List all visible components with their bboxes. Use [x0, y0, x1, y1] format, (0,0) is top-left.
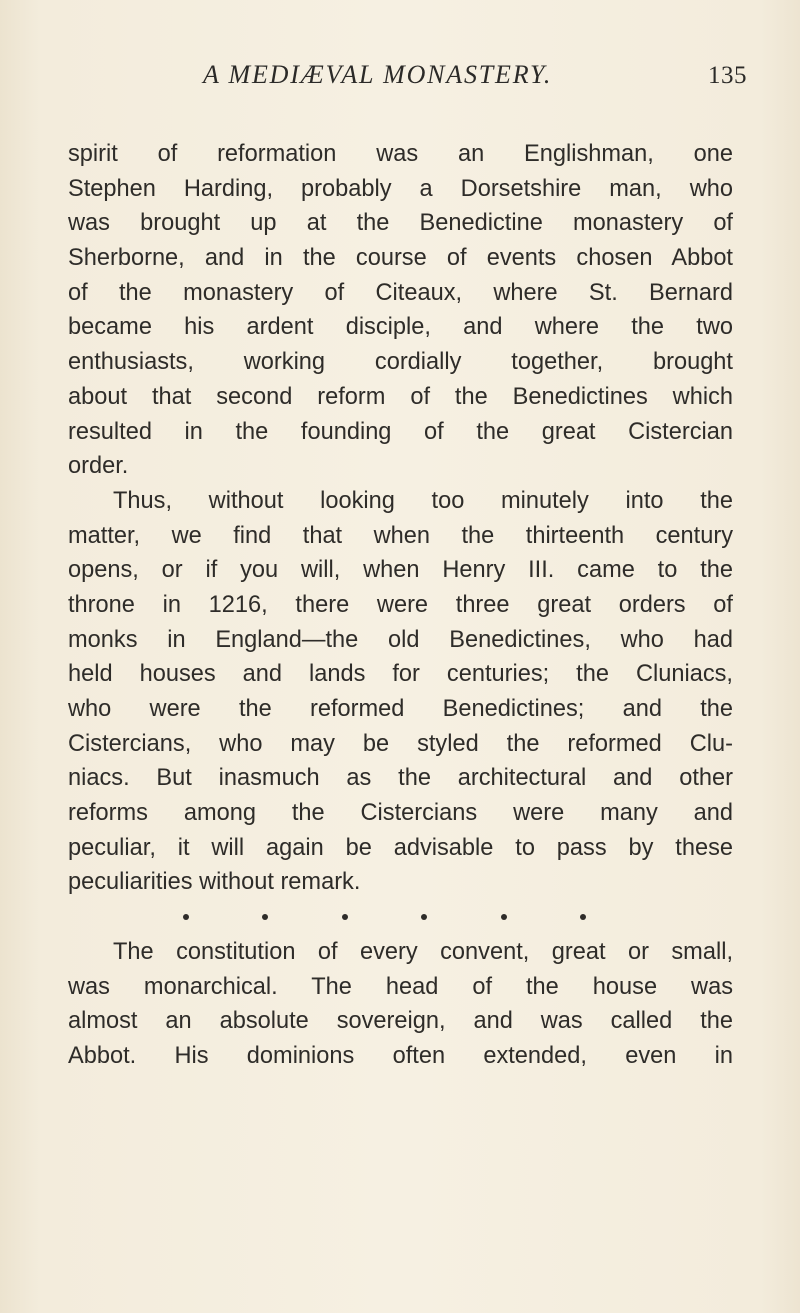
page-number: 135	[708, 62, 747, 89]
text-line: monks in England—the old Benedictines, who had	[68, 626, 733, 653]
text-line: matter, we find that when the thirteenth century	[68, 522, 733, 549]
text-line: spirit of reformation was an Englishman, one	[68, 141, 733, 167]
dot-ornament	[580, 914, 586, 920]
dot-ornament	[421, 914, 427, 920]
section-break-dots	[183, 900, 586, 935]
text-line: order.	[68, 453, 129, 480]
paragraph-start-line: The constitution of every convent, great or small,	[113, 938, 733, 965]
text-line: held houses and lands for centuries; the Cluniacs,	[68, 661, 733, 688]
text-line: became his ardent disciple, and where the two	[68, 314, 733, 341]
dot-ornament	[183, 914, 189, 920]
text-line: peculiarities without remark.	[68, 869, 361, 896]
text-line: almost an absolute sovereign, and was called the	[68, 1008, 733, 1035]
text-line: throne in 1216, there were three great orders of	[68, 591, 733, 618]
text-line: Abbot. His dominions often extended, even in	[68, 1042, 733, 1069]
dot-ornament	[501, 914, 507, 920]
text-line: opens, or if you will, when Henry III. came to the	[68, 557, 733, 584]
text-line: peculiar, it will again be advisable to pass by these	[68, 834, 733, 861]
text-line: who were the reformed Benedictines; and the	[68, 696, 733, 722]
text-line: Sherborne, and in the course of events chosen Abbot	[68, 245, 733, 272]
dot-ornament	[342, 914, 348, 920]
dot-ornament	[262, 914, 268, 920]
text-line: resulted in the founding of the great Cistercian	[68, 418, 733, 445]
text-line: reforms among the Cistercians were many and	[68, 800, 733, 827]
text-line: of the monastery of Citeaux, where St. Bernard	[68, 279, 733, 306]
text-line: Stephen Harding, probably a Dorsetshire man, who	[68, 175, 733, 202]
text-line: Cistercians, who may be styled the reformed Clu-	[68, 730, 733, 757]
text-line: niacs. But inasmuch as the architectural and other	[68, 765, 733, 792]
body-text	[68, 137, 733, 1074]
text-line: was monarchical. The head of the house was	[68, 973, 733, 1000]
text-line: about that second reform of the Benedictines which	[68, 383, 733, 410]
paragraph-start-line: Thus, without looking too minutely into the	[113, 487, 733, 514]
text-line: was brought up at the Benedictine monastery of	[68, 210, 733, 237]
running-title: A MEDIÆVAL MONASTERY.	[203, 60, 553, 89]
text-line: enthusiasts, working cordially together, brought	[68, 349, 733, 376]
